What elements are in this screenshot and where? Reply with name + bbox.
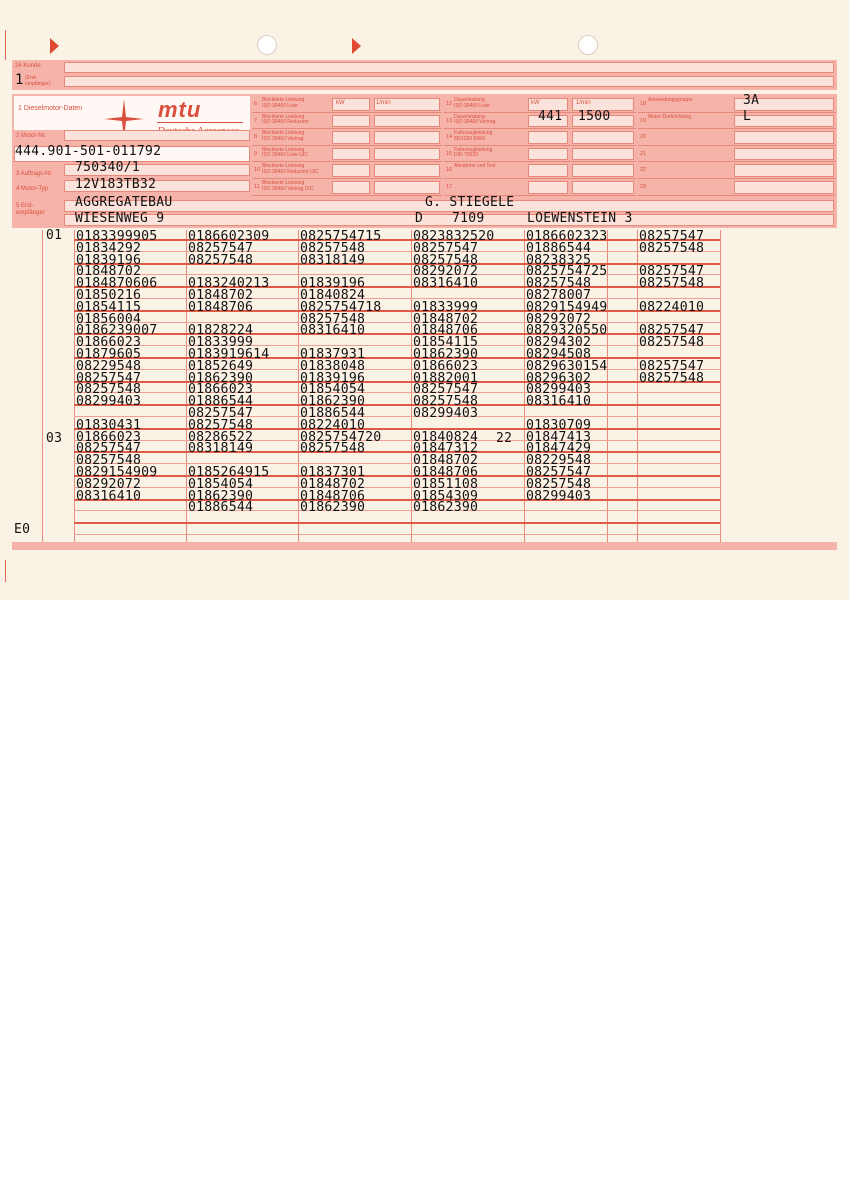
label-row-14: [444, 129, 636, 146]
motor-nr-value: 444.901-501-011792: [15, 144, 162, 159]
label-text: Blockierte Leistung ISO 3046/I Vertrag: [262, 130, 305, 142]
parts-column-1: 0183399905 01834292 01839196 01848702 0184870606 01850216 01854115 01856004 0186239007 01866023 01879605 08229548 08257547 08257548 08299403 01830431 01866023 08257547 08257548 0829154909 08292072 08316410: [76, 229, 158, 504]
recipient-name-right: G. STIEGELE: [425, 195, 515, 210]
label-number: 6: [254, 101, 258, 107]
group-code-03: 03: [46, 431, 63, 446]
index-arrow-left-icon: [50, 38, 59, 54]
auftrags-nr-value: 750340/1: [75, 160, 141, 175]
index-arrow-right-icon: [352, 38, 361, 54]
punch-hole-right: [578, 35, 598, 55]
label-text: Blockierte Leistung ISO 3046/I Liste UIC: [262, 146, 308, 159]
label-number: 9: [254, 150, 258, 157]
label-text: Blockierte Leistung ISO 3046/I Liste: [262, 97, 305, 109]
end-mark: E0: [14, 522, 31, 537]
rpm-value: 1500: [578, 109, 611, 124]
parts-column-4: 0823832520 08257547 08257548 08292072 08316410 01833999 01848702 01848706 01854115 01862390 01866023 01882001 08257547 08257548 08299403 01840824 01847312 01848702 01848706 01851108 01854309 01862390: [413, 229, 495, 516]
label-row-7: [252, 113, 442, 130]
punch-hole-left: [257, 35, 277, 55]
label-text: Anwendungsgruppe: [648, 97, 693, 103]
parts-column-3: 0825754715 08257548 08318149 01839196 01840824 0825754718 08257548 08316410 01837931 01838048 01839196 01854054 01862390 01886544 08224010 0825754720 08257548 01837301 01848702 01848706 01862390: [300, 229, 382, 516]
label-text: Blockierte Leistung ISO 3046/I Reduziert: [262, 113, 309, 126]
label-text: Motor-Drehrichtung: [648, 113, 692, 120]
erstempfaenger-label: 5 Erst- empfänger: [16, 203, 45, 216]
kunde-label: 24 Kunde: [15, 63, 41, 69]
label-number: 17: [446, 184, 453, 190]
label-number: 18: [640, 101, 647, 107]
anwendungsgruppe-value: 3A: [743, 93, 760, 108]
label-row-18: [638, 93, 836, 113]
label-number: 12: [446, 101, 453, 107]
recipient-name-left: AGGREGATEBAU: [75, 195, 173, 210]
label-number: 23: [640, 184, 647, 190]
label-number: 7: [254, 117, 258, 124]
label-row-19: [638, 113, 836, 130]
group-code-22: 22: [496, 431, 513, 446]
rpm-label-2: 1/min: [576, 100, 591, 106]
country-value: D: [415, 211, 424, 226]
kunde-number: 1: [15, 72, 24, 88]
label-row-15: [444, 146, 636, 163]
street-value: WIESENWEG 9: [75, 211, 165, 226]
label-text: Dauerleistung ISO 3046/I Vertrag: [454, 113, 496, 126]
parts-column-5: 0186602323 01886544 08238325 0825754725 08257548 08278007 0829154949 08292072 0829320550 08294302 08294508 0829630154 08296302 08299403 08316410 01830709 01847413 01847429 08229548 08257547 08257548 08299403: [526, 229, 608, 504]
label-text: Blockierte Leistung ISO 3046/I Reduziert UIC: [262, 163, 319, 175]
label-row-22: [638, 162, 836, 179]
label-row-23: [638, 179, 836, 196]
label-number: 21: [640, 150, 647, 157]
label-number: 20: [640, 134, 647, 141]
kw-value: 441: [538, 109, 563, 124]
kunde-sub-label: (End- empfänger): [25, 75, 51, 87]
kw-label-2: kW: [531, 100, 540, 106]
auftrags-label: 3 Auftrags-Nr.: [16, 171, 53, 177]
label-number: 19: [640, 117, 647, 124]
label-row-6: [252, 96, 442, 113]
drehrichtung-value: L: [743, 109, 752, 124]
label-number: 10: [254, 167, 261, 174]
rpm-label: 1/min: [376, 100, 391, 106]
label-number: 13: [446, 117, 453, 124]
label-text: Fahrzeugleistung DIN 70020: [454, 146, 493, 159]
label-number: 16: [446, 167, 453, 174]
zip-value: 7109: [452, 211, 485, 226]
motortyp-label: 4 Motor-Typ: [16, 186, 49, 192]
label-text: Dauerleistung ISO 3046/I Liste: [454, 97, 490, 109]
label-number: 22: [640, 167, 647, 174]
application-labels: [638, 93, 836, 196]
label-row-21: [638, 146, 836, 163]
label-row-8: [252, 129, 442, 146]
label-text: Abnahme und Test: [454, 163, 496, 170]
label-number: 8: [254, 134, 258, 141]
parts-column-2: 0186602309 08257547 08257548 0183240213 01848702 01848706 01828224 01833999 0183919614 01852649 01862390 01866023 01886544 08257547 08257548 08286522 08318149 0185264915 01854054 01862390 01886544: [188, 229, 270, 516]
diesel-label: 1 Dieselmotor-Daten: [18, 105, 83, 112]
city-value: LOEWENSTEIN 3: [527, 211, 633, 226]
label-row-10: [252, 162, 442, 179]
label-row-16: [444, 162, 636, 179]
label-row-9: [252, 146, 442, 163]
motor-nr-label: 2 Motor-Nr.: [16, 133, 47, 139]
label-text: Fahrzeugleistung 80/1269 EWG: [454, 130, 493, 142]
label-number: 14: [446, 134, 453, 141]
label-row-11: [252, 179, 442, 196]
parts-column-6: 08257547 08257548 08257547 08257548 08224010 08257547 08257548 08257547 08257548: [639, 229, 705, 386]
power-rating-labels: [252, 96, 442, 196]
label-number: 11: [254, 184, 260, 190]
label-number: 15: [446, 150, 453, 157]
mtu-logo: mtu: [158, 97, 202, 122]
label-row-20: [638, 129, 836, 146]
group-code-01: 01: [46, 228, 63, 243]
motor-typ-value: 12V183TB32: [75, 177, 157, 192]
kw-label: kW: [336, 100, 345, 106]
label-text: Blockierte Leistung ISO 3046/I Vertrag UIC: [262, 180, 314, 192]
label-row-17: [444, 179, 636, 196]
